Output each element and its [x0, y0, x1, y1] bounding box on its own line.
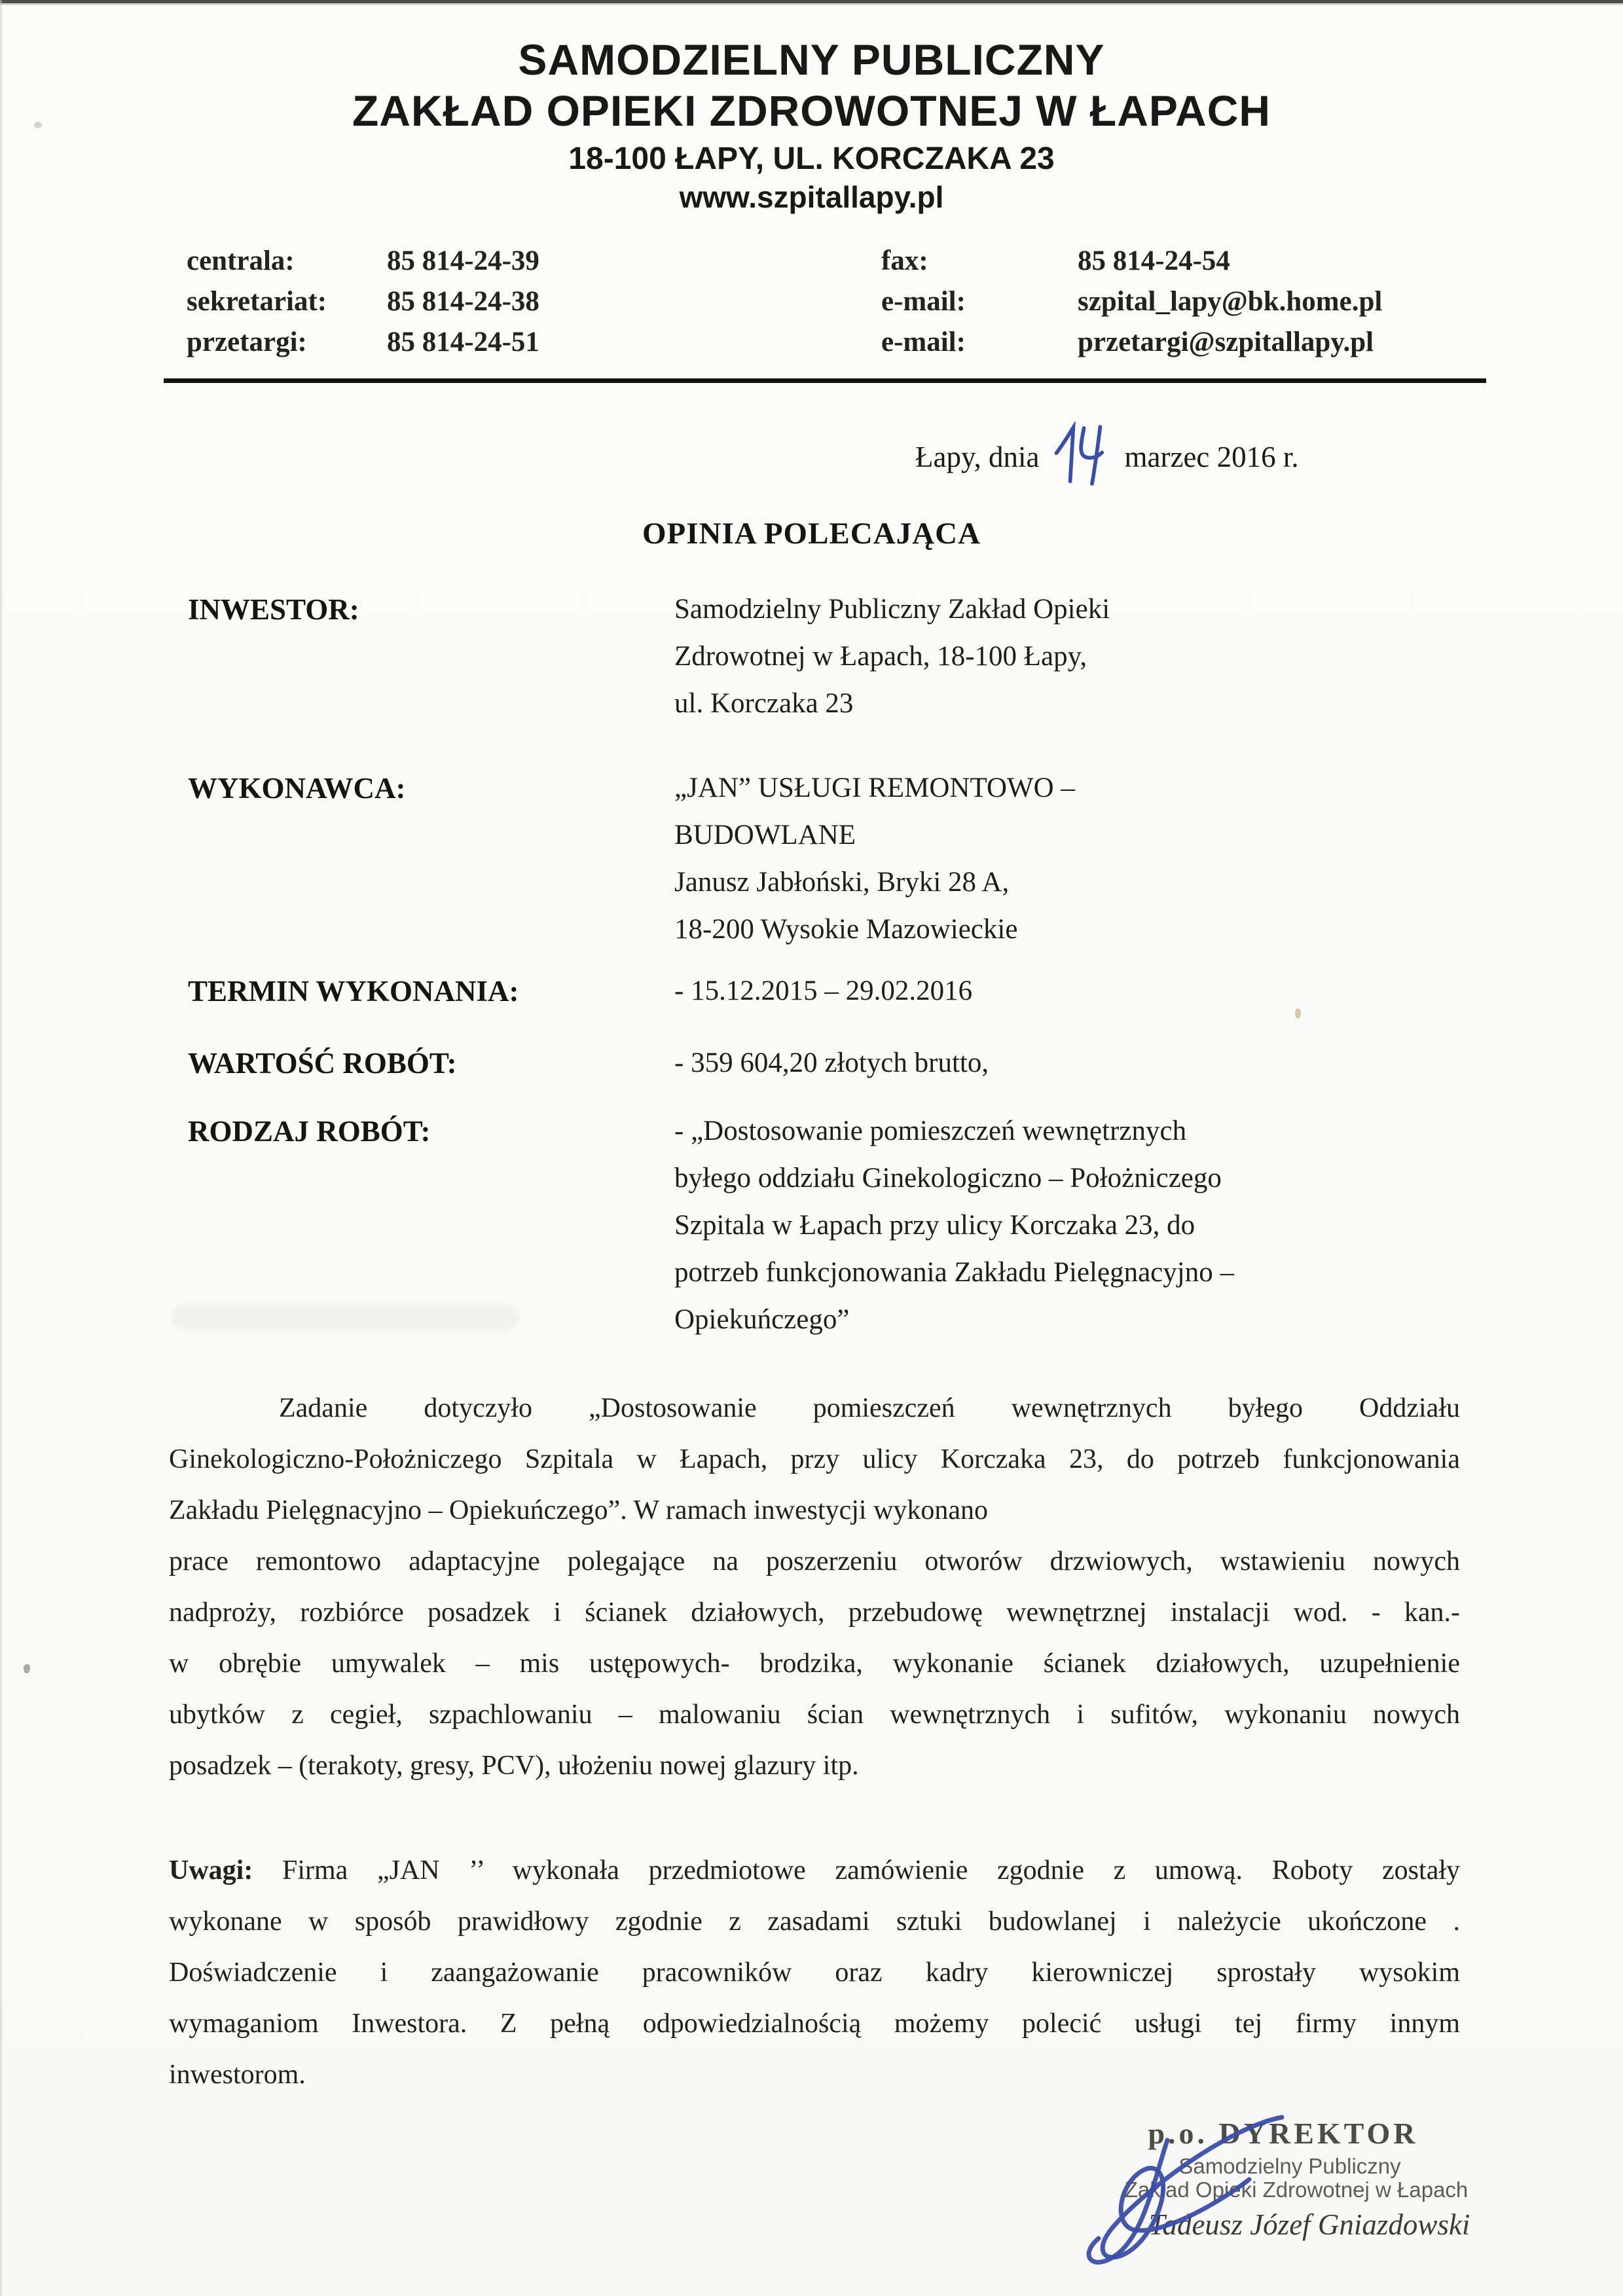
field-value-line: „JAN” USŁUGI REMONTOWO – — [674, 773, 1075, 803]
scan-speck — [24, 1664, 30, 1673]
field-label: INWESTOR: — [188, 593, 359, 626]
contact-block — [187, 241, 1472, 363]
body-paragraph-remarks — [169, 1845, 1460, 2100]
field-value — [674, 586, 1459, 727]
dateline-prefix: Łapy, dnia — [915, 441, 1040, 473]
letterhead-divider-rule — [164, 378, 1486, 383]
field-value-line: - „Dostosowanie pomieszczeń wewnętrznych — [674, 1116, 1187, 1146]
dateline-suffix: marzec 2016 r. — [1124, 441, 1299, 473]
org-website: www.szpitallapy.pl — [679, 180, 944, 214]
body-line: ubytków z cegieł, szpachlowaniu – malowaniu ścian wewnętrznych i sufitów, wykonaniu nowych — [169, 1700, 1460, 1730]
field-value-line: Opiekuńczego” — [674, 1304, 850, 1335]
field-value — [674, 968, 1459, 1015]
body-line: nadproży, rozbiórce posadzek i ścianek działowych, przebudowę wewnętrznej instalacji wod. - kan.- — [169, 1597, 1460, 1628]
contact-label: przetargi: — [187, 327, 307, 357]
field-label: TERMIN WYKONANIA: — [188, 975, 519, 1008]
contact-spacer — [740, 241, 881, 282]
signature-role-stamp: p.o. DYREKTOR — [1148, 2117, 1419, 2150]
scan-artifact-top-edge-soft — [0, 3, 1623, 5]
contact-email: przetargi@szpitallapy.pl — [1078, 327, 1374, 357]
dateline — [915, 440, 1299, 487]
contact-label: e-mail: — [881, 286, 966, 317]
field-termin-wykonania — [188, 968, 1459, 1015]
contact-row — [187, 322, 1472, 363]
org-address: 18-100 ŁAPY, UL. KORCZAKA 23 — [568, 141, 1055, 176]
field-label: RODZAJ ROBÓT: — [188, 1115, 431, 1148]
field-value-line: Zdrowotnej w Łapach, 18-100 Łapy, — [674, 641, 1087, 672]
contact-fax: 85 814-24-54 — [1078, 246, 1230, 276]
handwritten-signature — [1046, 2104, 1328, 2268]
contact-phone: 85 814-24-51 — [387, 327, 539, 357]
field-value-line: Samodzielny Publiczny Zakład Opieki — [674, 594, 1110, 625]
body-line: wymaganiom Inwestora. Z pełną odpowiedzialnością możemy polecić usługi tej firmy innym — [169, 2009, 1460, 2039]
contact-spacer — [740, 282, 881, 322]
field-value-line: 18-200 Wysokie Mazowieckie — [674, 914, 1018, 945]
stamp-org-line2: Zakład Opieki Zdrowotnej w Łapach — [1124, 2178, 1468, 2202]
contact-label: sekretariat: — [187, 286, 327, 317]
document-title: OPINIA POLECAJĄCA — [642, 517, 981, 551]
field-value-line: byłego oddziału Ginekologiczno – Położniczego — [674, 1163, 1222, 1194]
field-value-line: potrzeb funkcjonowania Zakładu Pielęgnacyjno – — [674, 1257, 1234, 1288]
contact-email: szpital_lapy@bk.home.pl — [1078, 286, 1383, 317]
body-line: Ginekologiczno-Położniczego Szpitala w Łapach, przy ulicy Korczaka 23, do potrzeb funkcjonowania — [169, 1444, 1460, 1474]
body-line: prace remontowo adaptacyjne polegające na poszerzeniu otworów drzwiowych, wstawieniu nowych — [169, 1546, 1460, 1576]
body-line: Zadanie dotyczyło „Dostosowanie pomieszczeń wewnętrznych byłego Oddziału — [279, 1393, 1460, 1423]
stamp-org-line1: Samodzielny Publiczny — [1178, 2154, 1401, 2178]
field-label: WYKONAWCA: — [188, 772, 406, 805]
field-inwestor — [188, 586, 1459, 727]
handwritten-day-14 — [1050, 422, 1106, 487]
contact-spacer — [740, 322, 881, 363]
body-line: posadzek – (terakoty, gresy, PCV), ułożeniu nowej glazury itp. — [169, 1751, 859, 1781]
contact-phone: 85 814-24-39 — [387, 246, 539, 276]
field-value-line: ul. Korczaka 23 — [674, 688, 854, 719]
letterhead — [0, 34, 1623, 215]
field-value-line: Szpitala w Łapach przy ulicy Korczaka 23, do — [674, 1210, 1195, 1241]
body-line: Doświadczenie i zaangażowanie pracowników oraz kadry kierowniczej sprostały wysokim — [169, 1958, 1460, 1988]
field-label: WARTOŚĆ ROBÓT: — [188, 1047, 457, 1080]
contact-row — [187, 282, 1472, 322]
remarks-text: Firma „JAN ’’ wykonała przedmiotowe zamówienie zgodnie z umową. Roboty zostały — [282, 1855, 1460, 1886]
body-line: wykonane w sposób prawidłowy zgodnie z zasadami sztuki budowlanej i należycie ukończone . — [169, 1906, 1460, 1937]
org-name-line1: SAMODZIELNY PUBLICZNY — [518, 35, 1105, 84]
body-line: w obrębie umywalek – mis ustępowych- brodzika, wykonanie ścianek działowych, uzupełnienie — [169, 1649, 1460, 1679]
scan-speck — [34, 122, 42, 128]
field-value-line: Janusz Jabłoński, Bryki 28 A, — [674, 867, 1010, 898]
field-value — [674, 1040, 1459, 1087]
body-line: inwestorom. — [169, 2060, 306, 2090]
signatory-name: Tadeusz Józef Gniazdowski — [1148, 2208, 1470, 2241]
body-paragraph-task — [169, 1383, 1460, 1791]
scan-smudge — [172, 1304, 519, 1330]
field-value — [674, 1108, 1459, 1343]
field-value — [674, 765, 1459, 953]
remarks-label: Uwagi: — [169, 1855, 253, 1886]
field-value-line: - 15.12.2015 – 29.02.2016 — [674, 975, 973, 1006]
field-wykonawca — [188, 765, 1459, 953]
org-name-line2: ZAKŁAD OPIEKI ZDROWOTNEJ W ŁAPACH — [352, 86, 1271, 135]
body-line: Zakładu Pielęgnacyjno – Opiekuńczego”. W ramach inwestycji wykonano — [169, 1495, 989, 1525]
body-line — [169, 1845, 1460, 1896]
contact-label: centrala: — [187, 246, 295, 276]
scan-artifact-left-edge — [0, 0, 2, 2296]
contact-label: e-mail: — [881, 327, 966, 357]
field-value-line: BUDOWLANE — [674, 820, 856, 850]
contact-phone: 85 814-24-38 — [387, 286, 539, 317]
field-wartosc-robot — [188, 1040, 1459, 1087]
contact-row — [187, 241, 1472, 282]
contact-label: fax: — [881, 246, 928, 276]
field-value-line: - 359 604,20 złotych brutto, — [674, 1048, 989, 1078]
scan-speck — [1295, 1008, 1301, 1019]
